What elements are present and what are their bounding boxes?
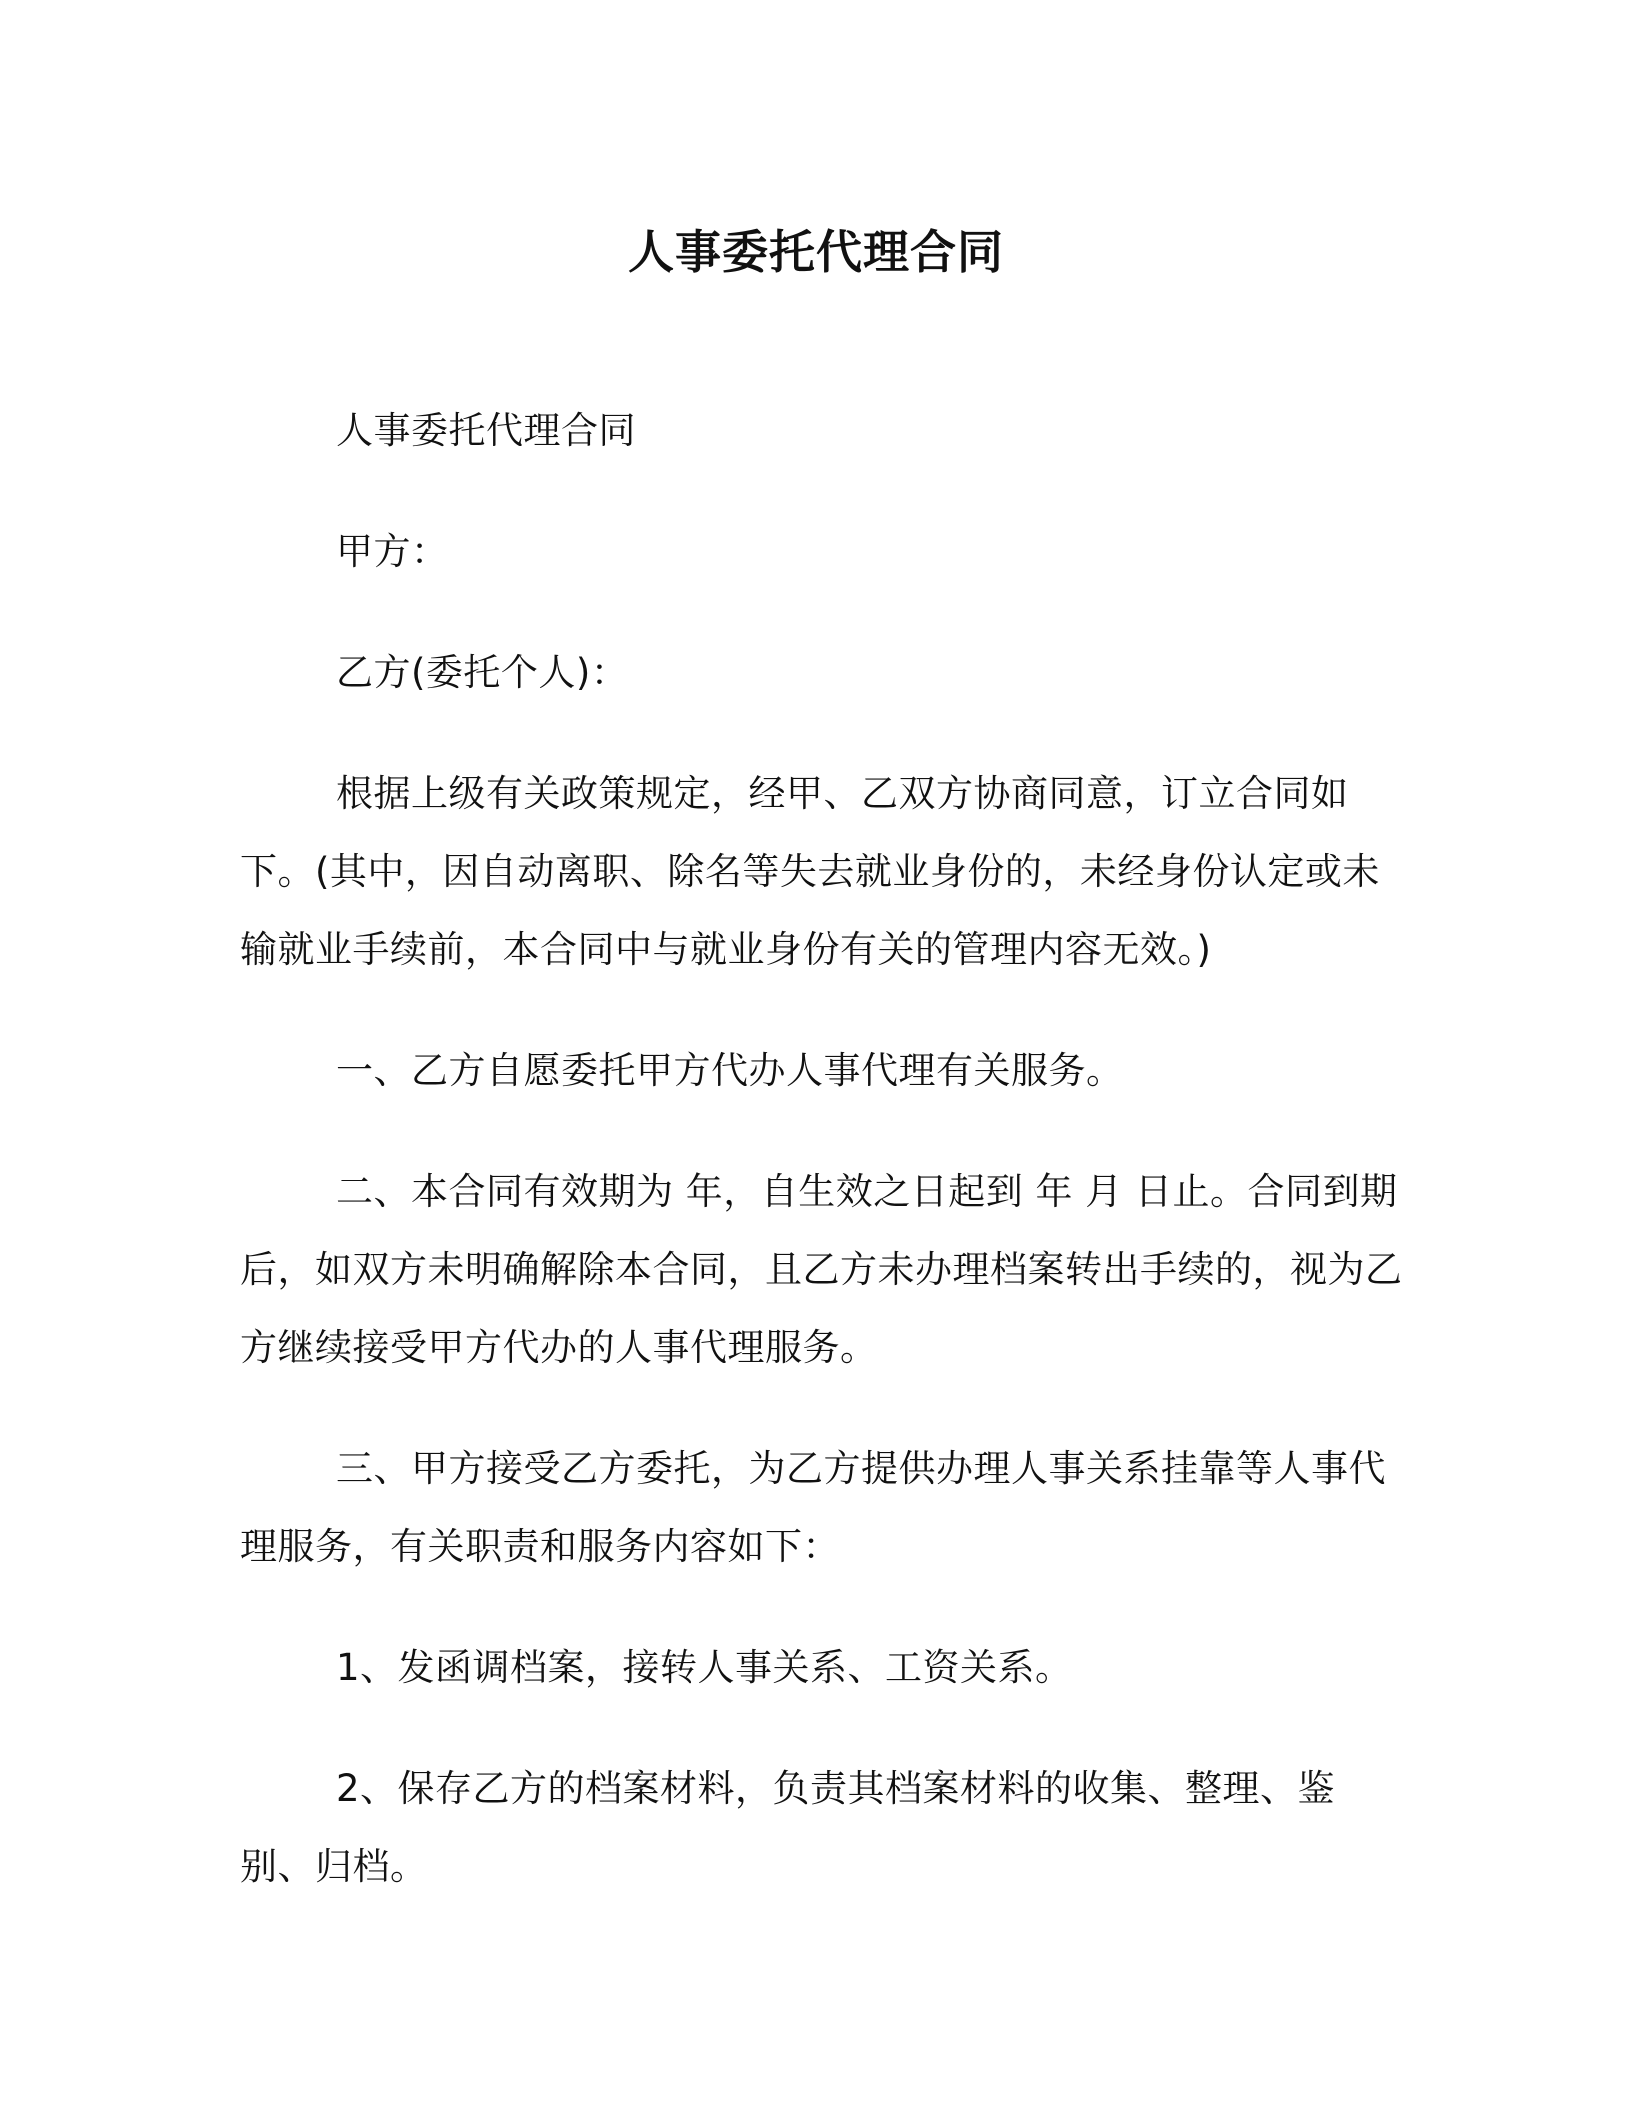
paragraph-clause-2: 二、本合同有效期为 年，自生效之日起到 年 月 日止。合同到期后，如双方未明确解除本合同，且乙方未办理档案转出手续的，视为乙方继续接受甲方代办的人事代理服务。	[240, 1170, 1403, 1369]
document-body	[240, 392, 1410, 1949]
paragraph-party-a: 甲方：	[336, 530, 449, 573]
paragraph-party-b: 乙方(委托个人)：	[336, 651, 629, 694]
document-title: 人事委托代理合同	[628, 225, 1004, 279]
paragraph-heading: 人事委托代理合同	[336, 409, 636, 452]
paragraph-clause-3: 三、甲方接受乙方委托，为乙方提供办理人事关系挂靠等人事代理服务，有关职责和服务内容如下：	[240, 1447, 1386, 1568]
paragraph-item-2: 2、保存乙方的档案材料，负责其档案材料的收集、整理、鉴别、归档。	[240, 1767, 1336, 1888]
paragraph-clause-1: 一、乙方自愿委托甲方代办人事代理有关服务。	[336, 1049, 1124, 1092]
paragraph-preamble: 根据上级有关政策规定，经甲、乙双方协商同意，订立合同如下。(其中，因自动离职、除名等失去就业身份的，未经身份认定或未输就业手续前，本合同中与就业身份有关的管理内容无效。)	[240, 772, 1380, 971]
paragraph-item-1: 1、发函调档案，接转人事关系、工资关系。	[336, 1646, 1073, 1689]
